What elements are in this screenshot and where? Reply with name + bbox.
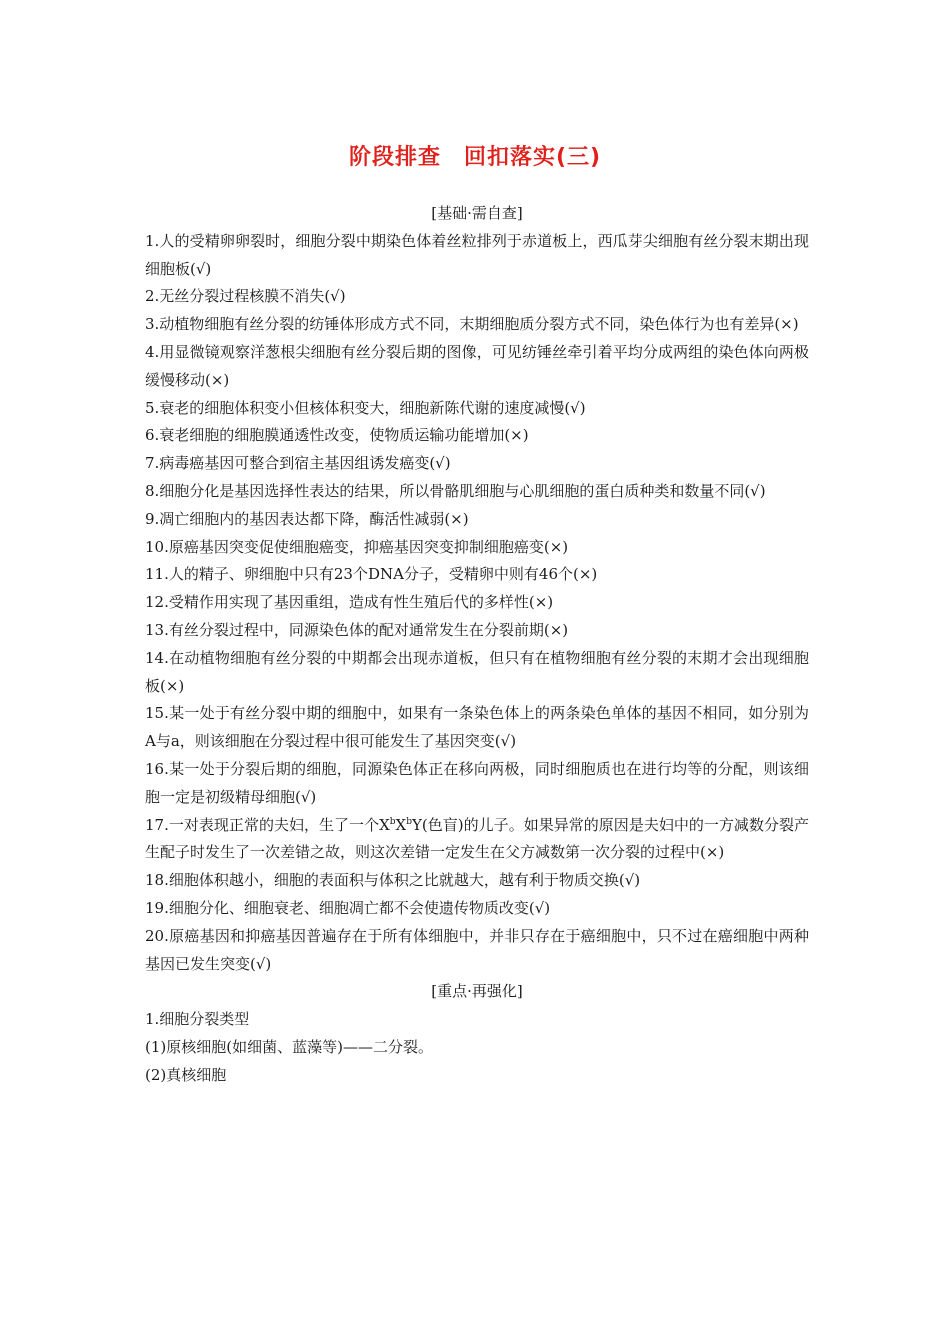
list-item: 5.衰老的细胞体积变小但核体积变大，细胞新陈代谢的速度减慢(√)	[145, 398, 586, 417]
section-heading-basics: [基础·需自查]	[431, 204, 523, 222]
list-item: 12.受精作用实现了基因重组，造成有性生殖后代的多样性(×)	[145, 593, 554, 612]
list-item: 4.用显微镜观察洋葱根尖细胞有丝分裂后期的图像，可见纺锤丝牵引着平均分成两组的染色体向两极缓慢移动(×)	[145, 342, 809, 389]
list-item: 20.原癌基因和抑癌基因普遍存在于所有体细胞中，并非只存在于癌细胞中，只不过在癌细胞中两种基因已发生突变(√)	[145, 926, 809, 973]
list-item: 13.有丝分裂过程中，同源染色体的配对通常发生在分裂前期(×)	[145, 620, 569, 639]
list-item: 3.动植物细胞有丝分裂的纺锤体形成方式不同，末期细胞质分裂方式不同，染色体行为也有差异(×)	[145, 315, 799, 334]
list-item: 8.细胞分化是基因选择性表达的结果，所以骨骼肌细胞与心肌细胞的蛋白质种类和数量不同(√)	[145, 481, 766, 500]
item17-text-end: Y(色盲)的儿子。如果异常的原因是夫妇中的一方减数分裂产生配子时发生了一次差错之故，则这次差错一定发生在父方减数第一次分裂的过程中(×)	[145, 815, 809, 862]
body-line: 1.细胞分裂类型	[145, 1010, 250, 1029]
list-item: 2.无丝分裂过程核膜不消失(√)	[145, 287, 346, 306]
item17-superscript: b	[406, 816, 412, 827]
item17-text-start: 17.一对表现正常的夫妇，生了一个X	[145, 815, 390, 834]
list-item: 6.衰老细胞的细胞膜通透性改变，使物质运输功能增加(×)	[145, 426, 529, 445]
item17-superscript: b	[389, 816, 396, 827]
list-item: 16.某一处于分裂后期的细胞，同源染色体正在移向两极，同时细胞质也在进行均等的分配，则该细胞一定是初级精母细胞(√)	[145, 759, 809, 806]
list-item: 11.人的精子、卵细胞中只有23个DNA分子，受精卵中则有46个(×)	[145, 565, 598, 584]
list-item: 18.细胞体积越小，细胞的表面积与体积之比就越大，越有利于物质交换(√)	[145, 871, 641, 890]
document-body	[145, 200, 809, 1090]
body-line: (1)原核细胞(如细菌、蓝藻等)——二分裂。	[145, 1037, 433, 1056]
page-title: 阶段排查 回扣落实(三)	[348, 145, 602, 170]
body-line: (2)真核细胞	[145, 1065, 227, 1084]
list-item: 7.病毒癌基因可整合到宿主基因组诱发癌变(√)	[145, 454, 451, 473]
list-item: 10.原癌基因突变促使细胞癌变，抑癌基因突变抑制细胞癌变(×)	[145, 537, 569, 556]
list-item: 14.在动植物细胞有丝分裂的中期都会出现赤道板，但只有在植物细胞有丝分裂的末期才会出现细胞板(×)	[145, 648, 809, 695]
list-item: 19.细胞分化、细胞衰老、细胞凋亡都不会使遗传物质改变(√)	[145, 898, 551, 917]
list-item: 9.凋亡细胞内的基因表达都下降，酶活性减弱(×)	[145, 509, 469, 528]
list-item-17	[145, 812, 809, 868]
list-item: 15.某一处于有丝分裂中期的细胞中，如果有一条染色体上的两条染色单体的基因不相同，如分别为A与a，则该细胞在分裂过程中很可能发生了基因突变(√)	[145, 704, 809, 751]
item17-text-middle: X	[395, 815, 407, 834]
list-item: 1.人的受精卵卵裂时，细胞分裂中期染色体着丝粒排列于赤道板上，西瓜芽尖细胞有丝分裂末期出现细胞板(√)	[145, 231, 809, 278]
section-heading-focus: [重点·再强化]	[431, 982, 523, 1001]
